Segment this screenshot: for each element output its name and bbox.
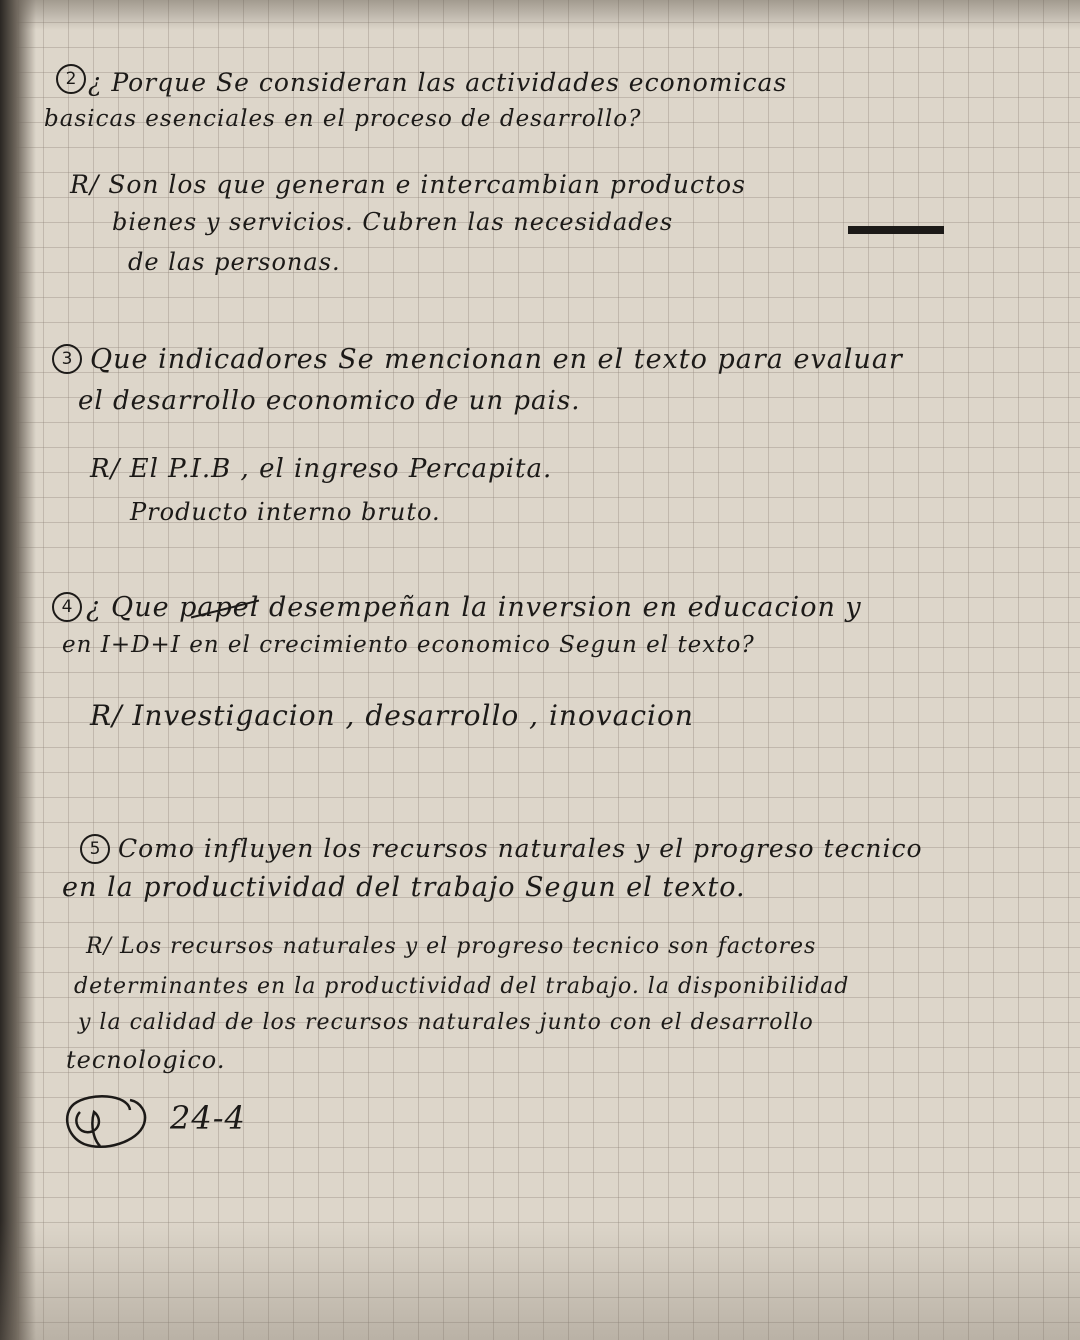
q2-answer-line3: de las personas. (128, 248, 341, 276)
scribble-mark (848, 226, 944, 234)
q3-answer-line1: R/ El P.I.B , el ingreso Percapita. (90, 454, 553, 484)
q5-answer-line3: y la calidad de los recursos naturales junto con el desarrollo (78, 1010, 814, 1035)
question-number-5: 5 (80, 834, 110, 864)
question-number-4: 4 (52, 592, 82, 622)
q5-answer-line4: tecnologico. (66, 1046, 226, 1074)
question-number-2: 2 (56, 64, 86, 94)
q3-text-line2: el desarrollo economico de un pais. (78, 386, 581, 416)
binding-shadow (0, 0, 36, 1340)
q4-answer-line1: R/ Investigacion , desarrollo , inovacion (90, 699, 694, 732)
q2-answer-line1: R/ Son los que generan e intercambian productos (70, 170, 746, 199)
q3-text-line1: Que indicadores Se mencionan en el texto para evaluar (90, 344, 903, 375)
q2-text-line2: basicas esenciales en el proceso de desarrollo? (44, 106, 642, 132)
q3-answer-line2: Producto interno bruto. (130, 498, 441, 526)
grade-signature (60, 1090, 160, 1152)
bottom-shadow (0, 1220, 1080, 1340)
q5-answer-line2: determinantes en la productividad del trabajo. la disponibilidad (74, 974, 850, 999)
q5-text-line2: en la productividad del trabajo Segun el texto. (62, 872, 746, 903)
grade-date: 24-4 (170, 1099, 246, 1137)
q5-answer-line1: R/ Los recursos naturales y el progreso tecnico son factores (86, 934, 817, 959)
q2-answer-line2: bienes y servicios. Cubren las necesidades (112, 208, 674, 236)
q4-text-line1: ¿ Que papel desempeñan la inversion en educacion y (86, 592, 862, 623)
top-shadow (0, 0, 1080, 30)
signature-icon (60, 1090, 160, 1152)
q5-text-line1: Como influyen los recursos naturales y el progreso tecnico (118, 834, 923, 863)
q4-text-line2: en I+D+I en el crecimiento economico Segun el texto? (62, 632, 755, 658)
q2-text-line1: ¿ Porque Se consideran las actividades economicas (88, 68, 788, 97)
question-number-3: 3 (52, 344, 82, 374)
